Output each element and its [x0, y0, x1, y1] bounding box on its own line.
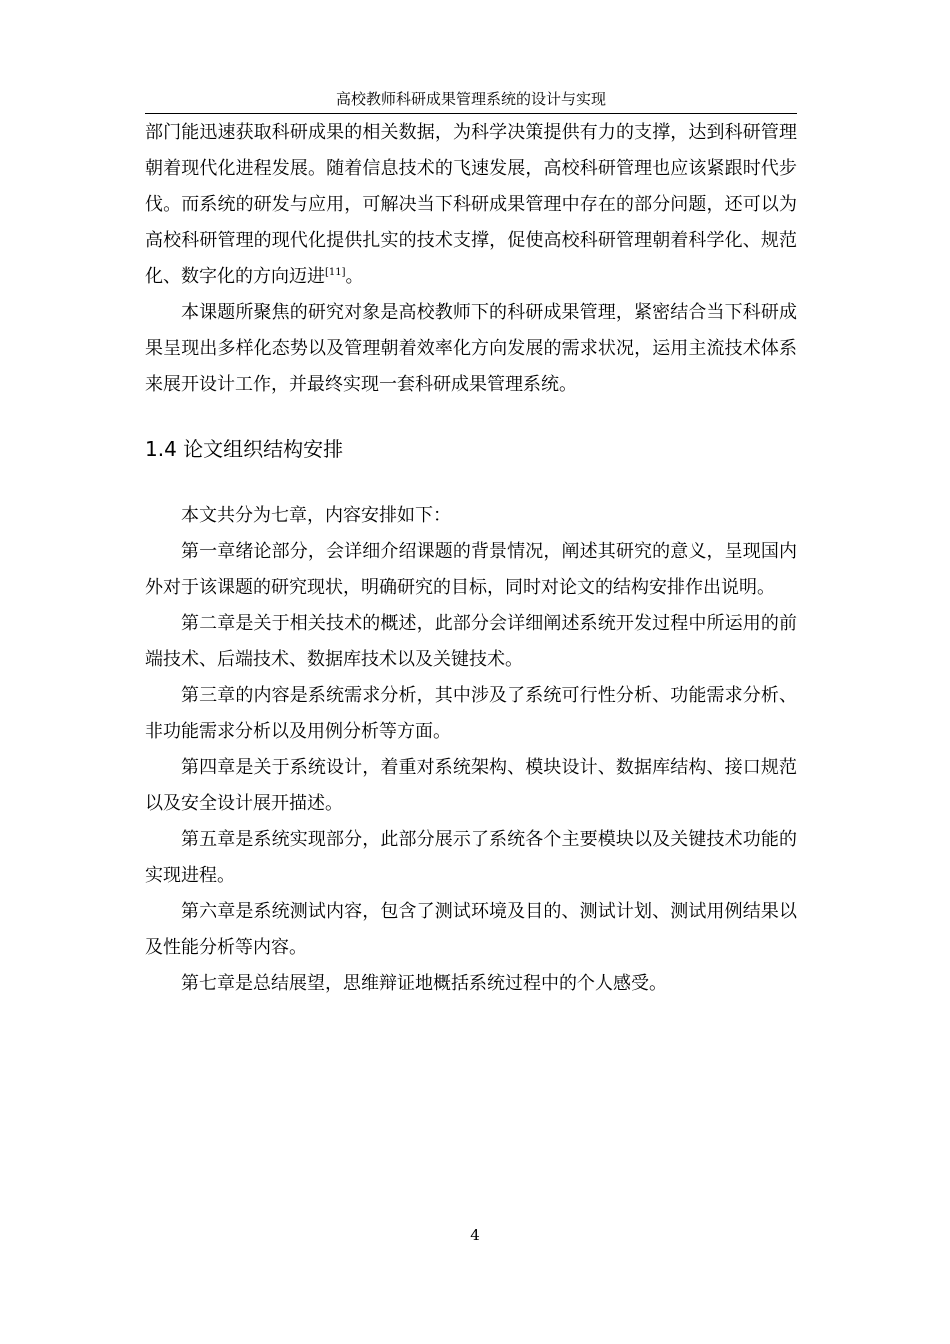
paragraph-chapter-5: 第五章是系统实现部分，此部分展示了系统各个主要模块以及关键技术功能的实现进程。: [145, 829, 797, 886]
paragraph-chapter-1: 第一章绪论部分，会详细介绍课题的背景情况，阐述其研究的意义，呈现国内外对于该课题的研究现状，明确研究的目标，同时对论文的结构安排作出说明。: [145, 541, 797, 598]
paragraph-research-object: 本课题所聚焦的研究对象是高校教师下的科研成果管理，紧密结合当下科研成果呈现出多样化态势以及管理朝着效率化方向发展的需求状况，运用主流技术体系来展开设计工作，并最终实现一套科研成果管理系统。: [145, 302, 797, 395]
paragraph-chapter-3: 第三章的内容是系统需求分析，其中涉及了系统可行性分析、功能需求分析、非功能需求分析以及用例分析等方面。: [145, 685, 797, 742]
paragraph-continuation: [145, 115, 797, 295]
paragraph-text: 部门能迅速获取科研成果的相关数据，为科学决策提供有力的支撑，达到科研管理朝着现代化进程发展。随着信息技术的飞速发展，高校科研管理也应该紧跟时代步伐。而系统的研发与应用，可解决当下科研成果管理中存在的部分问题，还可以为高校科研管理的现代化提供扎实的技术支撑，促使高校科研管理朝着科学化、规范化、数字化的方向迈进: [145, 122, 797, 287]
paragraph-tail: 。: [345, 266, 364, 287]
paragraph-chapter-6: 第六章是系统测试内容，包含了测试环境及目的、测试计划、测试用例结果以及性能分析等内容。: [145, 901, 797, 958]
body-text: [145, 115, 797, 1002]
citation-marker: [11]: [325, 267, 346, 278]
paragraph-chapter-7: 第七章是总结展望，思维辩证地概括系统过程中的个人感受。: [181, 973, 667, 994]
section-heading: 1.4 论文组织结构安排: [145, 437, 344, 461]
paragraph-chapter-4: 第四章是关于系统设计，着重对系统架构、模块设计、数据库结构、接口规范以及安全设计展开描述。: [145, 757, 797, 814]
page-number: 4: [470, 1226, 480, 1244]
paragraph-chapter-2: 第二章是关于相关技术的概述，此部分会详细阐述系统开发过程中所运用的前端技术、后端技术、数据库技术以及关键技术。: [145, 613, 797, 670]
running-header: 高校教师科研成果管理系统的设计与实现: [145, 88, 797, 114]
paragraph-intro: 本文共分为七章，内容安排如下：: [181, 505, 451, 526]
